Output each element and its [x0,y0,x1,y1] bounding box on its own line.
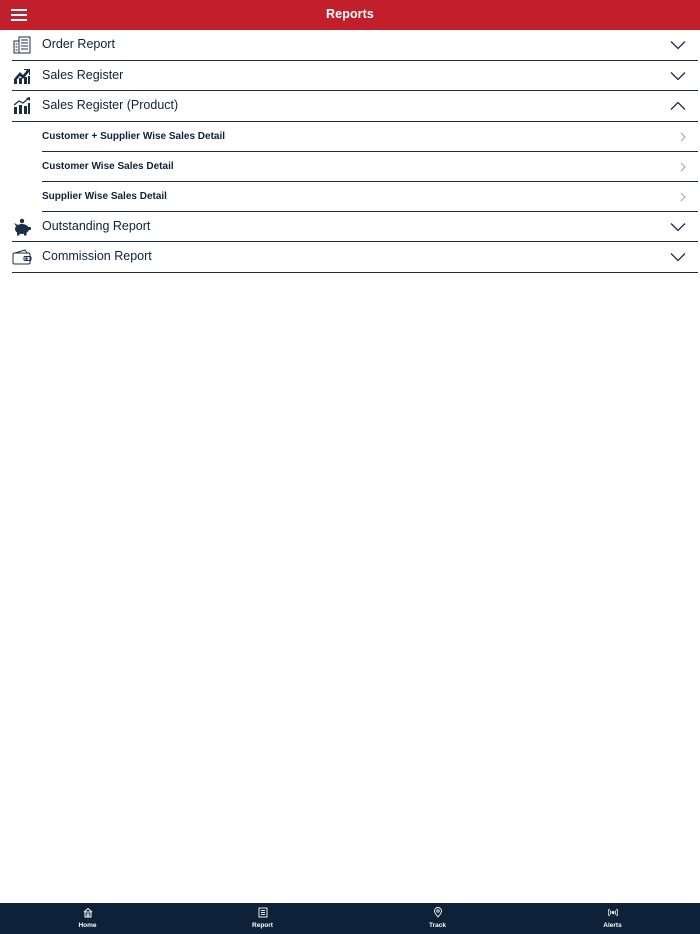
wallet-icon [12,248,32,266]
trend-chart-icon [12,67,32,85]
sub-item-customer-wise-sales-detail[interactable] [42,152,698,182]
nav-alerts[interactable] [525,903,700,934]
home-icon [83,907,93,918]
nav-label: Home [78,922,97,929]
section-sales-register[interactable] [12,61,698,92]
nav-label: Track [429,922,446,929]
app-header [0,0,700,30]
chevron-right-icon [680,162,686,172]
section-label: Outstanding Report [42,218,151,233]
bottom-nav [0,903,700,934]
chevron-down-icon[interactable] [670,40,686,50]
sub-item-customer-supplier-wise-sales-detail[interactable] [42,122,698,152]
nav-home[interactable] [0,903,175,934]
page-title: Reports [326,7,374,21]
section-order-report[interactable] [12,30,698,61]
chevron-up-icon[interactable] [670,101,686,111]
chevron-down-icon[interactable] [670,222,686,232]
section-label: Sales Register (Product) [42,98,179,112]
building-icon [12,36,32,54]
nav-track[interactable] [350,903,525,934]
section-outstanding-report[interactable] [12,212,698,243]
nav-label: Report [252,922,273,929]
chevron-right-icon [680,192,686,202]
report-list [0,30,700,273]
report-icon [258,907,268,918]
section-commission-report[interactable] [12,242,698,273]
sub-item-label: Customer Wise Sales Detail [42,160,174,172]
nav-label: Alerts [603,922,622,929]
piggy-bank-icon [12,218,32,236]
section-label: Commission Report [42,249,152,263]
sub-item-supplier-wise-sales-detail[interactable] [42,182,698,212]
sub-item-label: Customer + Supplier Wise Sales Detail [42,130,226,142]
broadcast-icon [608,907,618,918]
chevron-down-icon[interactable] [670,252,686,262]
sub-item-label: Supplier Wise Sales Detail [42,190,167,202]
bar-trend-chart-icon [12,97,32,115]
chevron-down-icon[interactable] [670,71,686,81]
nav-report[interactable] [175,903,350,934]
location-pin-icon [433,907,443,918]
chevron-right-icon [680,132,686,142]
section-label: Order Report [42,37,115,51]
section-label: Sales Register [42,67,124,82]
section-sales-register-product[interactable] [12,91,698,122]
